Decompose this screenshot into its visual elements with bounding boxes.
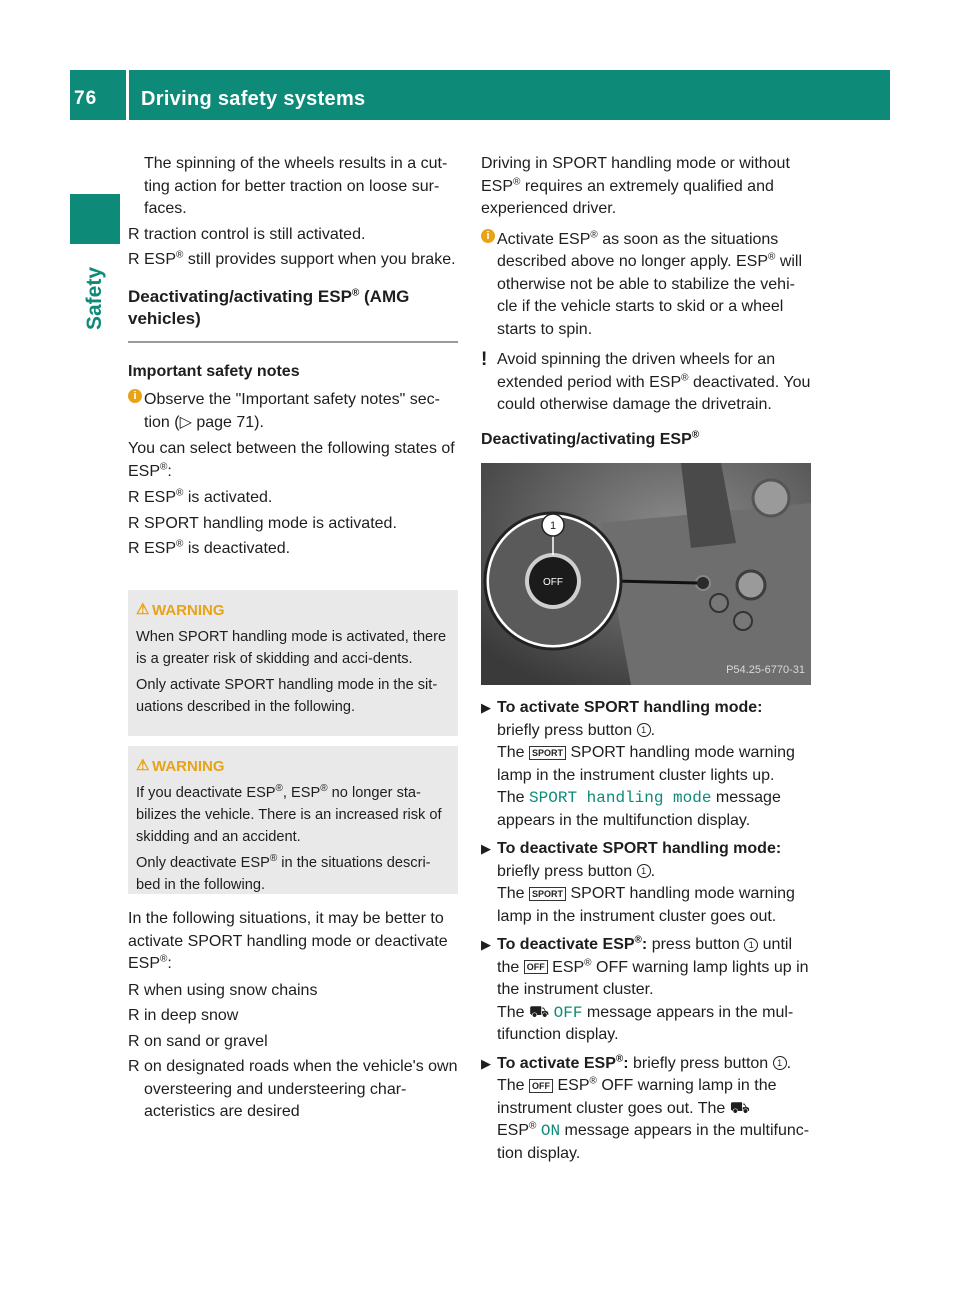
right-column-steps: [481, 697, 811, 1165]
side-tab-block: [70, 194, 120, 244]
paragraph: In the following situations, it may be better to activate SPORT handling mode or deactivate ESP®:: [128, 910, 448, 972]
arrow-icon: ▶: [481, 700, 491, 715]
section-rule: [128, 341, 458, 343]
car-skid-icon: ⛟: [729, 1099, 750, 1117]
warning-text: Only activate SPORT handling mode in the sit-uations described in the following.: [136, 677, 438, 715]
page-number: 76: [74, 88, 98, 109]
warning-triangle-icon: ⚠: [136, 757, 150, 774]
warning-title: ⚠ WARNING: [136, 757, 225, 775]
figure-id: P54.25-6770-31: [726, 663, 805, 676]
sport-icon: SPORT: [529, 887, 566, 901]
arrow-icon: ▶: [481, 937, 491, 952]
info-note: i Activate ESP® as soon as the situations described above no longer apply. ESP® will otherwise not be able to stabilize the vehi-cle if the vehicle starts to skid or a wheel starts to spin.: [481, 229, 811, 342]
paragraph: You can select between the following states of ESP®:: [128, 440, 455, 480]
list-item: R on designated roads when the vehicle's own oversteering and understeering char-acteristics are desired: [128, 1058, 458, 1120]
button-one-icon: 1: [744, 938, 758, 952]
display-message: ON: [540, 1122, 561, 1140]
section-heading: Deactivating/activating ESP®: [481, 429, 700, 448]
list-item: R traction control is still activated.: [128, 225, 366, 243]
list-item: R ESP® is deactivated.: [128, 538, 291, 557]
warning-title: ⚠ WARNING: [136, 601, 225, 619]
intro-paragraph: The spinning of the wheels results in a cut-ting action for better traction on loose sur-faces.: [144, 155, 448, 217]
warning-box: [128, 746, 458, 894]
left-column: [128, 153, 458, 561]
arrow-icon: ▶: [481, 1055, 491, 1071]
warning-text: If you deactivate ESP®, ESP® no longer sta-bilizes the vehicle. There is an increased risk of skidding and an accident.: [136, 783, 442, 845]
left-column-lower: [128, 908, 458, 1124]
esp-off-icon: OFF: [529, 1079, 553, 1093]
car-skid-icon: ⛟: [529, 1003, 550, 1021]
info-icon: i: [481, 229, 495, 243]
step-activate-esp: ▶ To activate ESP®: briefly press button 1 . The OFF ESP® OFF warning lamp in the instrument cluster goes out. The ⛟ ESP® ON message appears in the multifunc-tion display.: [481, 1053, 810, 1162]
button-one-icon: 1: [637, 864, 651, 878]
console-illustration: [481, 463, 811, 685]
display-message: OFF: [553, 1003, 583, 1022]
step-deactivate-esp: ▶ To deactivate ESP®: press button 1 until the OFF ESP® OFF warning lamp lights up in the instrument cluster. The ⛟ OFF message appears in the mul-tifunction display.: [481, 934, 809, 1043]
sport-icon: SPORT: [529, 746, 566, 760]
console-photo: [481, 463, 811, 685]
paragraph: Driving in SPORT handling mode or without ESP® requires an extremely qualified and experienced driver.: [481, 155, 790, 217]
info-note: i Observe the "Important safety notes" sec-tion (▷ page 71).: [128, 389, 458, 434]
header-divider: [126, 70, 129, 120]
warning-text: When SPORT handling mode is activated, there is a greater risk of skidding and acci-dents.: [136, 629, 447, 667]
step-deactivate-sport: ▶ To deactivate SPORT handling mode: briefly press button 1 . The SPORT SPORT handling mode warning lamp in the instrument cluster goes out.: [481, 840, 795, 925]
button-one-icon: 1: [773, 1056, 787, 1070]
side-tab-label: Safety: [83, 266, 106, 330]
right-column: [481, 153, 811, 451]
step-activate-sport: ▶ To activate SPORT handling mode: briefly press button 1 . The SPORT SPORT handling mode warning lamp in the instrument cluster lights up. The SPORT handling mode message appears in the multifunction display.: [481, 699, 795, 829]
list-item: R SPORT handling mode is activated.: [128, 514, 397, 532]
list-item: R ESP® still provides support when you brake.: [128, 249, 456, 268]
exclamation-icon: !: [481, 349, 488, 370]
caution-note: ! Avoid spinning the driven wheels for an extended period with ESP® deactivated. You could otherwise damage the drivetrain.: [481, 349, 811, 413]
callout-one: 1: [549, 520, 557, 532]
list-item: R when using snow chains: [128, 981, 318, 999]
esp-off-icon: OFF: [524, 960, 548, 974]
list-item: R ESP® is activated.: [128, 487, 273, 506]
subsection-heading: Important safety notes: [128, 362, 300, 380]
warning-box: [128, 590, 458, 736]
info-icon: i: [128, 389, 142, 403]
arrow-icon: ▶: [481, 841, 491, 856]
off-label: OFF: [543, 577, 563, 588]
warning-triangle-icon: ⚠: [136, 601, 150, 618]
list-item: R in deep snow: [128, 1007, 239, 1024]
warning-text: Only deactivate ESP® in the situations descri-bed in the following.: [136, 853, 431, 893]
button-one-icon: 1: [637, 723, 651, 737]
list-item: R on sand or gravel: [128, 1032, 268, 1050]
page-title: Driving safety systems: [141, 88, 366, 110]
display-message: SPORT handling mode: [529, 789, 712, 807]
section-heading: Deactivating/activating ESP® (AMG vehicles): [128, 286, 410, 328]
